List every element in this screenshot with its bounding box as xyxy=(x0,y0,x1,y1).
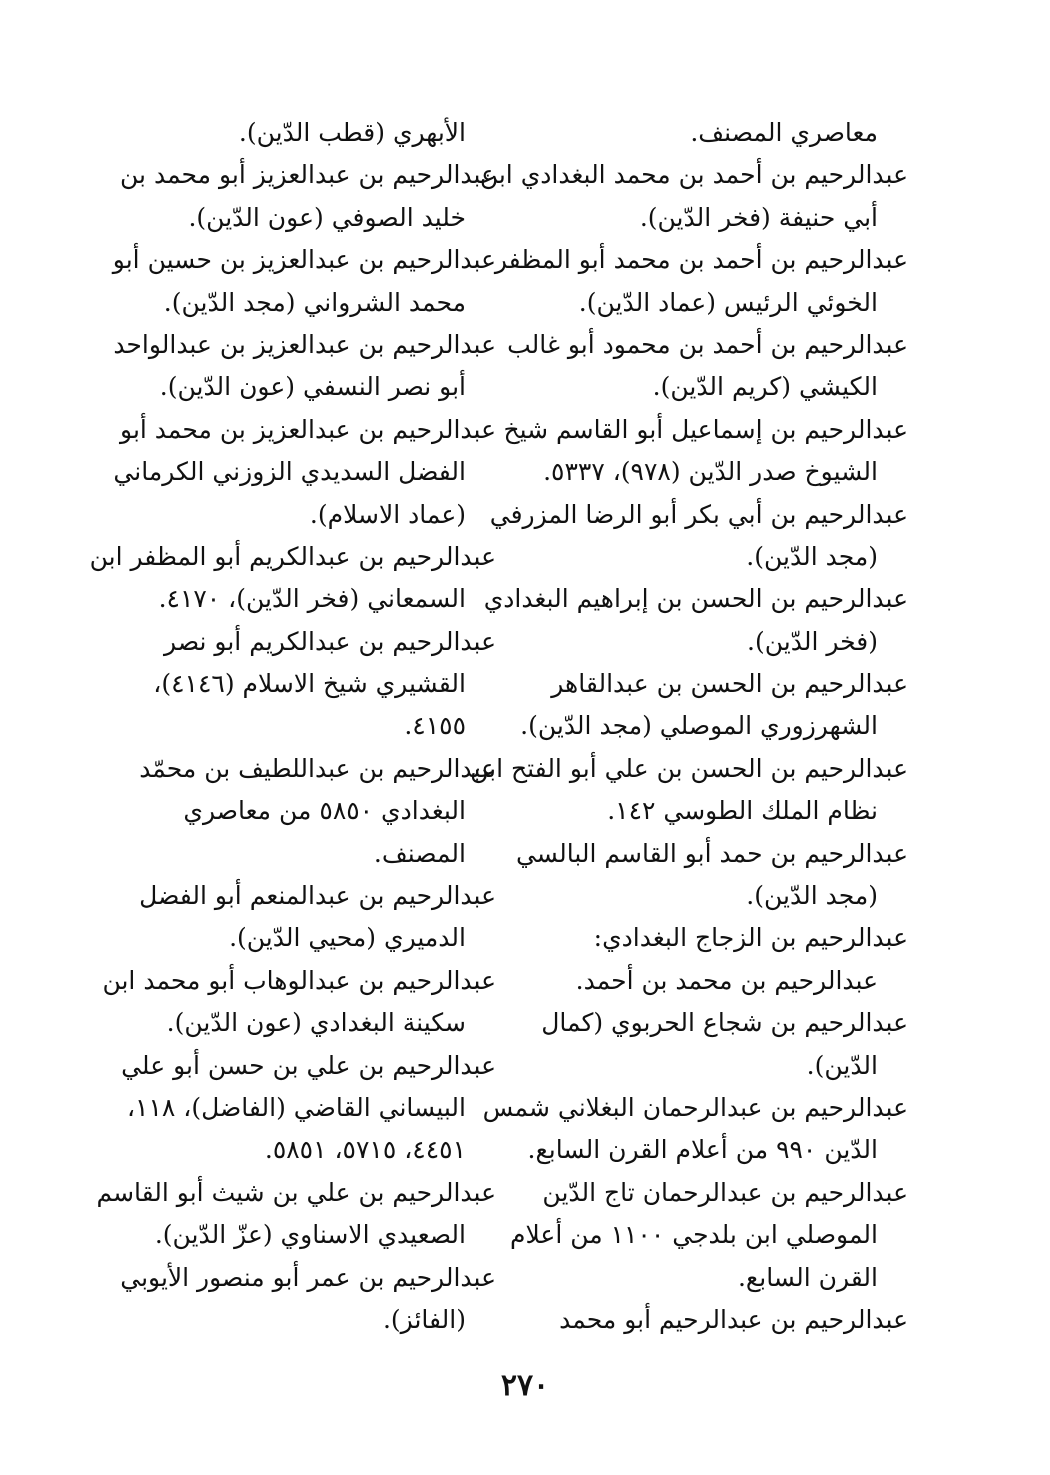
index-line: البيساني القاضي (الفاضل)، ١١٨، xyxy=(126,1092,466,1122)
index-line: (فخر الدّين). xyxy=(747,626,878,656)
index-line: عبدالرحيم بن علي بن حسن أبو علي xyxy=(121,1050,496,1080)
index-line: (مجد الدّين). xyxy=(746,541,878,571)
index-line: عبدالرحيم بن عبدالرحمان تاج الدّين xyxy=(542,1177,908,1207)
index-column-right xyxy=(470,112,908,1341)
index-line: خليد الصوفي (عون الدّين). xyxy=(188,202,466,232)
index-line: عبدالرحيم بن أحمد بن محمود أبو غالب xyxy=(507,329,908,359)
index-line: عبدالرحيم بن حمد أبو القاسم البالسي xyxy=(515,838,908,868)
index-line: المصنف. xyxy=(373,838,466,868)
index-line: الموصلي ابن بلدجي ١١٠٠ من أعلام xyxy=(510,1220,878,1250)
index-line: الفضل السديدي الزوزني الكرماني xyxy=(113,457,466,487)
index-line: الأبهري (قطب الدّين). xyxy=(238,118,466,147)
index-line: عبدالرحيم بن عبداللطيف بن محمّد xyxy=(139,753,496,783)
index-line: ٤١٥٥. xyxy=(404,711,466,741)
index-line: الكيشي (كريم الدّين). xyxy=(652,372,878,402)
index-line: الشيوخ صدر الدّين (٩٧٨)، ٥٣٣٧. xyxy=(543,457,878,487)
index-line: عبدالرحيم بن الحسن بن إبراهيم البغدادي xyxy=(483,584,908,614)
index-line: عبدالرحيم بن عبدالعزيز بن حسين أبو xyxy=(112,245,496,275)
index-line: السمعاني (فخر الدّين)، ٤١٧٠. xyxy=(158,584,466,614)
page-number: ٢٧٠ xyxy=(500,1368,550,1403)
index-line: سكينة البغدادي (عون الدّين). xyxy=(166,1008,466,1038)
index-line: الخوئي الرئيس (عماد الدّين). xyxy=(578,287,878,317)
index-line: عبدالرحيم بن شجاع الحربوي (كمال xyxy=(541,1008,908,1038)
index-line: الشهرزوري الموصلي (مجد الدّين). xyxy=(520,711,878,741)
index-line: عبدالرحيم بن إسماعيل أبو القاسم شيخ xyxy=(503,414,908,444)
index-line: (مجد الدّين). xyxy=(746,881,878,911)
index-line: (الفائز). xyxy=(382,1304,466,1334)
index-line: الدميري (محيي الدّين). xyxy=(229,923,466,953)
index-line: (عماد الاسلام). xyxy=(309,499,466,529)
index-line: عبدالرحيم بن الزجاج البغدادي: xyxy=(593,923,908,953)
index-line: الدّين). xyxy=(806,1050,878,1080)
index-line: أبو نصر النسفي (عون الدّين). xyxy=(159,372,466,402)
index-line: عبدالرحيم بن عبدالوهاب أبو محمد ابن xyxy=(102,965,496,995)
index-line: الصعيدي الاسناوي (عزّ الدّين). xyxy=(154,1220,466,1250)
index-line: عبدالرحيم بن عبدالعزيز بن عبدالواحد xyxy=(113,329,496,359)
index-line: عبدالرحيم بن عبدالكريم أبو نصر xyxy=(164,626,496,656)
index-column-left xyxy=(89,112,496,1341)
index-line: عبدالرحيم بن الحسن بن علي أبو الفتح ابن xyxy=(470,753,908,783)
index-line: معاصري المصنف. xyxy=(690,118,878,147)
index-line: عبدالرحيم بن أبي بكر أبو الرضا المزرفي xyxy=(489,499,908,529)
index-line: محمد الشرواني (مجد الدّين). xyxy=(163,287,466,317)
index-line: عبدالرحيم بن الحسن بن عبدالقاهر xyxy=(551,669,908,699)
index-line: عبدالرحيم بن علي بن شيث أبو القاسم xyxy=(96,1177,496,1207)
index-line: عبدالرحيم بن عبدالمنعم أبو الفضل xyxy=(139,881,496,911)
index-line: عبدالرحيم بن محمد بن أحمد. xyxy=(575,965,878,995)
index-line: البغدادي ٥٨٥٠ من معاصري xyxy=(183,796,466,826)
index-line: عبدالرحيم بن عبدالكريم أبو المظفر ابن xyxy=(89,541,496,571)
index-line: القشيري شيخ الاسلام (٤١٤٦)، xyxy=(153,669,466,699)
index-line: عبدالرحيم بن عبدالعزيز بن محمد أبو xyxy=(120,414,496,444)
index-line: عبدالرحيم بن أحمد بن محمد البغدادي ابن xyxy=(479,160,908,190)
index-line: عبدالرحيم بن عمر أبو منصور الأيوبي xyxy=(120,1262,496,1292)
index-line: عبدالرحيم بن عبدالرحمان البغلاني شمس xyxy=(482,1092,908,1122)
index-line: نظام الملك الطوسي ١٤٢. xyxy=(607,796,878,826)
index-line: عبدالرحيم بن عبدالرحيم أبو محمد xyxy=(559,1304,908,1334)
index-line: عبدالرحيم بن أحمد بن محمد أبو المظفر xyxy=(494,245,908,275)
index-line: ٤٤٥١، ٥٧١٥، ٥٨٥١. xyxy=(264,1135,466,1165)
index-line: أبي حنيفة (فخر الدّين). xyxy=(639,202,878,232)
index-line: عبدالرحيم بن عبدالعزيز أبو محمد بن xyxy=(120,160,496,190)
index-line: الدّين ٩٩٠ من أعلام القرن السابع. xyxy=(527,1135,878,1165)
index-line: القرن السابع. xyxy=(737,1262,878,1292)
